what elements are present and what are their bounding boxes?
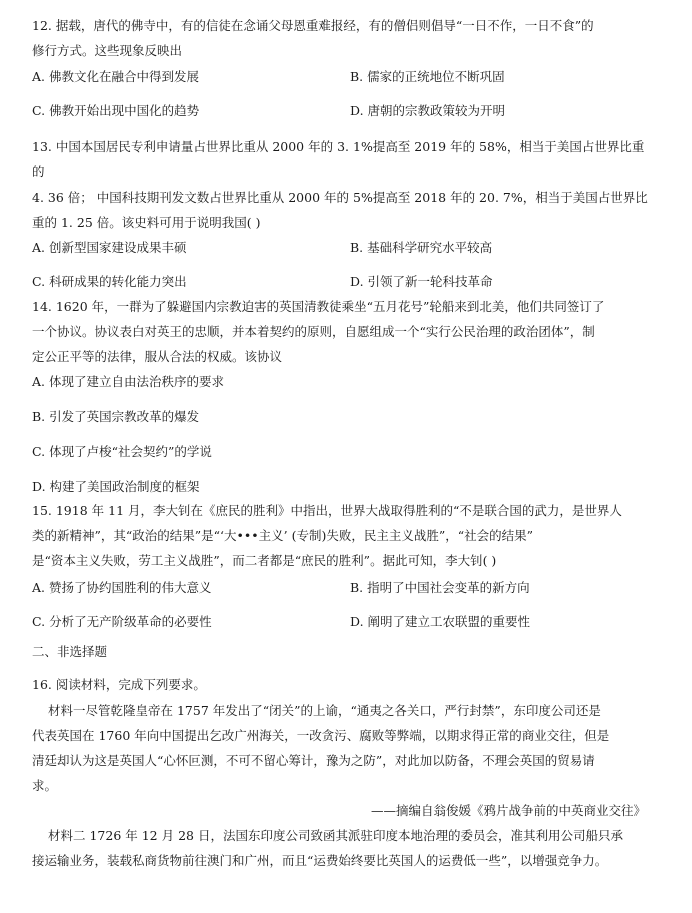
q13-stem-line-2: 的 bbox=[32, 164, 45, 179]
q14-stem-line-3: 定公正平等的法律，服从合法的权威。该协议 bbox=[32, 349, 283, 364]
q13-stem-line-4: 重的 1. 25 倍。该史料可用于说明我国( ) bbox=[32, 215, 261, 230]
q12-option-b: B. 儒家的正统地位不断巩固 bbox=[350, 69, 505, 84]
q16-source-citation: ——摘编自翁俊媛《鸦片战争前的中英商业交往》 bbox=[370, 803, 646, 818]
q13-stem-line-3: 4. 36 倍； 中国科技期刊发文数占世界比重从 2000 年的 5%提高至 2018 年的 20. 7%，相当于美国占世界比 bbox=[32, 190, 648, 205]
q15-stem-line-2: 类的新精神”，其“政治的结果”是“‘大•••主义’ (专制)失败，民主主义战胜”，“社会的结果” bbox=[32, 528, 534, 543]
q14-option-b: B. 引发了英国宗教改革的爆发 bbox=[32, 409, 200, 424]
q16-material-2-line-1: 材料二 1726 年 12 月 28 日，法国东印度公司致函其派驻印度本地治理的委员会，准其利用公司船只承 bbox=[48, 828, 623, 843]
q14-option-a: A. 体现了建立自由法治秩序的要求 bbox=[32, 374, 224, 389]
q15-stem-line-3: 是“资本主义失败，劳工主义战胜”，而二者都是“庶民的胜利”。据此可知，李大钊( ) bbox=[32, 553, 497, 568]
q14-stem-line-2: 一个协议。协议表白对英王的忠顺，并本着契约的原则，自愿组成一个“实行公民治理的政治团体”，制 bbox=[32, 324, 595, 339]
q13-stem-line-1: 13. 中国本国居民专利申请量占世界比重从 2000 年的 3. 1%提高至 2019 年的 58%，相当于美国占世界比重 bbox=[32, 139, 645, 154]
section-heading: 二、非选择题 bbox=[32, 644, 108, 659]
q16-material-1-line-1: 材料一尽管乾隆皇帝在 1757 年发出了“闭关”的上谕，“通夷之各关口，严行封禁”，东印度公司还是 bbox=[48, 703, 601, 718]
q13-option-d: D. 引领了新一轮科技革命 bbox=[350, 274, 493, 289]
q13-option-c: C. 科研成果的转化能力突出 bbox=[32, 274, 187, 289]
q13-option-a: A. 创新型国家建设成果丰硕 bbox=[32, 240, 187, 255]
q15-stem-line-1: 15. 1918 年 11 月，李大钊在《庶民的胜利》中指出，世界大战取得胜利的“不是联合国的武力，是世界人 bbox=[32, 503, 622, 518]
q14-stem-line-1: 14. 1620 年，一群为了躲避国内宗教迫害的英国清教徒乘坐“五月花号”轮船来到北美，他们共同签订了 bbox=[32, 299, 605, 314]
q15-option-b: B. 指明了中国社会变革的新方向 bbox=[350, 580, 530, 595]
q14-option-c: C. 体现了卢梭“社会契约”的学说 bbox=[32, 444, 212, 459]
q13-option-b: B. 基础科学研究水平较高 bbox=[350, 240, 493, 255]
q16-material-1-line-3: 清廷却认为这是英国人“心怀叵测，不可不留心筹计，豫为之防”，对此加以防备，不理会英国的贸易请 bbox=[32, 753, 595, 768]
q15-option-d: D. 阐明了建立工农联盟的重要性 bbox=[350, 614, 531, 629]
q12-option-a: A. 佛教文化在融合中得到发展 bbox=[32, 69, 199, 84]
q16-material-1-line-4: 求。 bbox=[32, 778, 58, 793]
q16-material-1-line-2: 代表英国在 1760 年向中国提出乞改广州海关，一改贪污、腐败等弊端，以期求得正常的商业交往，但是 bbox=[32, 728, 610, 743]
q16-material-2-line-2: 接运输业务，装载私商货物前往澳门和广州，而且“运费始终要比英国人的运费低一些”，以增强竞争力。 bbox=[32, 853, 608, 868]
q16-stem: 16. 阅读材料，完成下列要求。 bbox=[32, 677, 206, 692]
q15-option-a: A. 赞扬了协约国胜利的伟大意义 bbox=[32, 580, 212, 595]
q12-stem-line-1: 12. 据载，唐代的佛寺中，有的信徒在念诵父母恩重难报经，有的僧侣则倡导“一日不作，一日不食”的 bbox=[32, 18, 594, 33]
q15-option-c: C. 分析了无产阶级革命的必要性 bbox=[32, 614, 212, 629]
q12-stem-line-2: 修行方式。这些现象反映出 bbox=[32, 43, 183, 58]
q14-option-d: D. 构建了美国政治制度的框架 bbox=[32, 479, 200, 494]
q12-option-c: C. 佛教开始出现中国化的趋势 bbox=[32, 103, 200, 118]
q12-option-d: D. 唐朝的宗教政策较为开明 bbox=[350, 103, 506, 118]
